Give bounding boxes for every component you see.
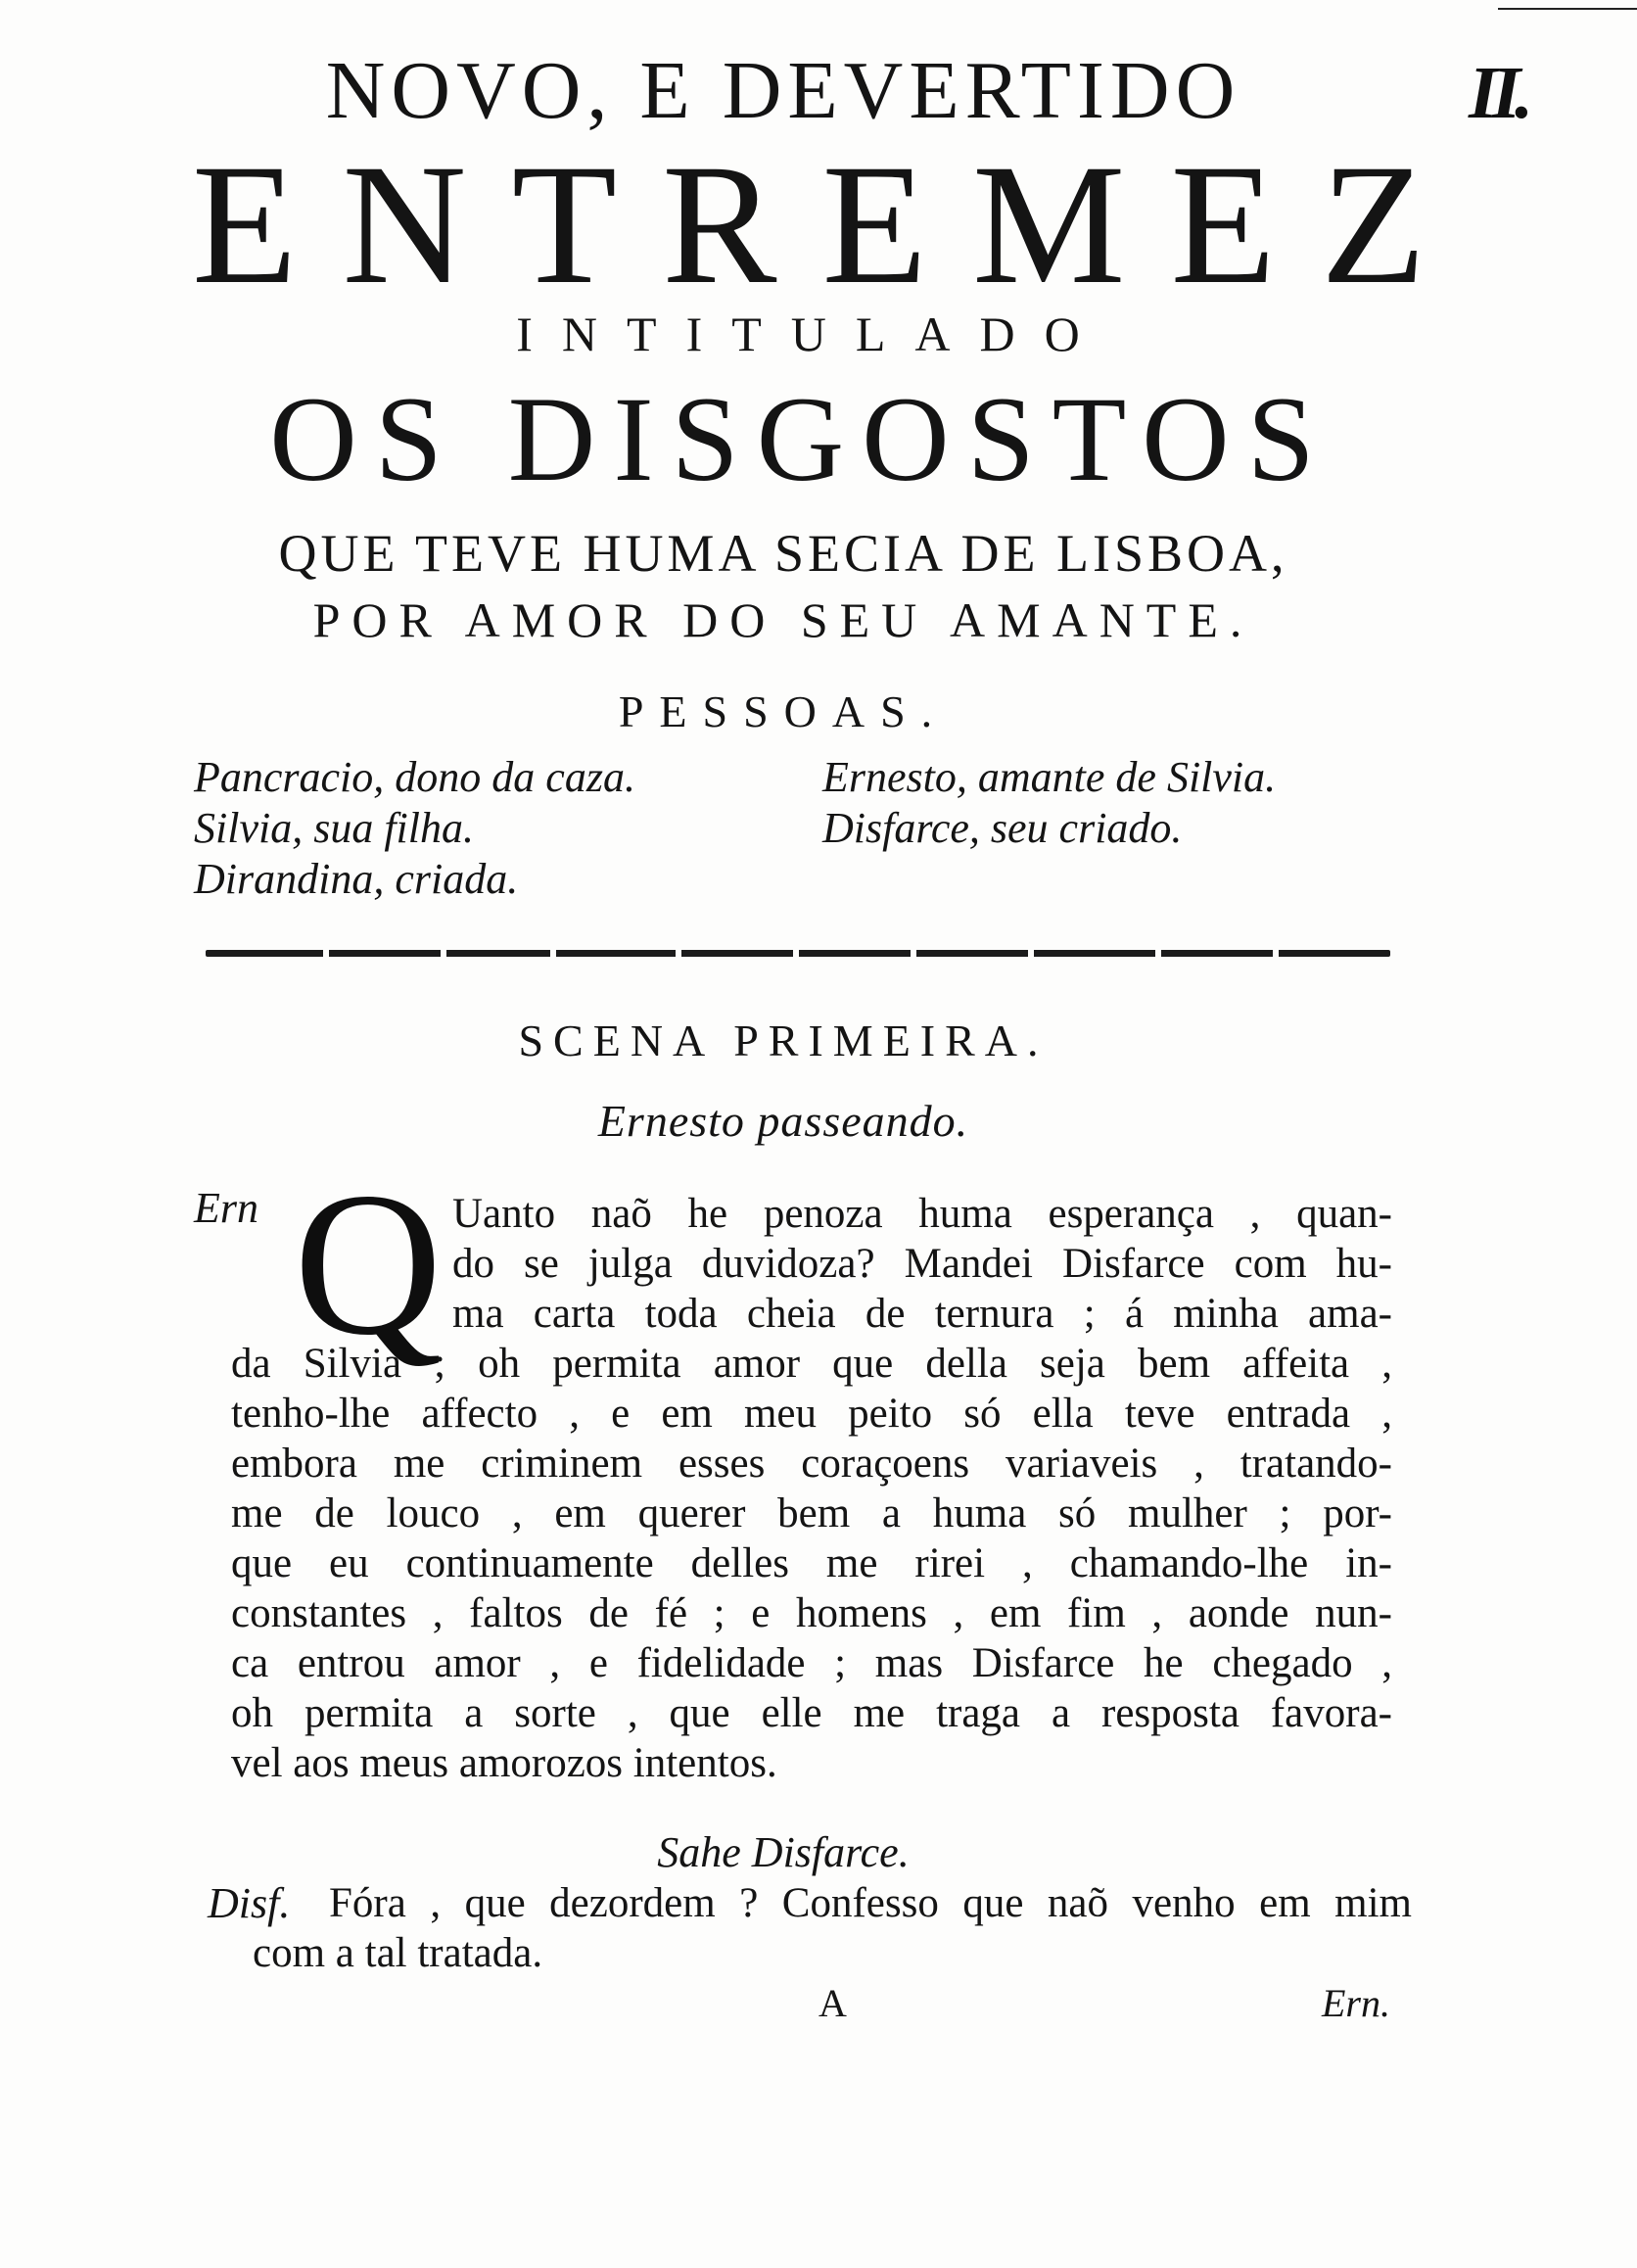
speech-line: constantes , faltos de fé ; e homens , em fim , aonde nun-: [231, 1590, 1392, 1636]
cast-role: , amante de Silvia.: [956, 753, 1277, 801]
cast-name: Ernesto: [822, 753, 957, 801]
cast-entry: [194, 752, 635, 802]
title-line-novo-devertido: NOVO, E DEVERTIDO: [325, 45, 1241, 136]
drop-cap: Q: [294, 1151, 443, 1378]
speech-line: Fóra , que dezordem ? Confesso que naõ venho em mim: [329, 1880, 1412, 1926]
cast-entry: [194, 854, 518, 904]
cast-entry: [822, 752, 1276, 802]
divider-gap: [550, 950, 556, 957]
scene-direction: Ernesto passeando.: [597, 1096, 969, 1146]
speaker-label: Ern: [194, 1184, 258, 1232]
speech-line: Uanto naõ he penoza huma esperança , quan-: [452, 1191, 1392, 1237]
title-line-subtitle-1: QUE TEVE HUMA SECIA DE LISBOA,: [278, 524, 1288, 583]
cast-name: Silvia: [194, 804, 293, 852]
cast-name: Dirandina: [194, 855, 374, 903]
speaker-label: Disf.: [208, 1879, 291, 1927]
cast-entry: [822, 803, 1182, 853]
speech-line: que eu continuamente delles me rirei , chamando-lhe in-: [231, 1540, 1392, 1586]
scene-title: SCENA PRIMEIRA.: [518, 1016, 1049, 1065]
divider-gap: [323, 950, 329, 957]
speech-line: tenho-lhe affecto , e em meu peito só ella teve entrada ,: [231, 1391, 1392, 1437]
divider-gap: [676, 950, 681, 957]
cast-role: , dono da caza.: [373, 753, 635, 801]
cast-role: , criada.: [373, 855, 519, 903]
cast-role: , seu criado.: [968, 804, 1183, 852]
divider-gap: [1155, 950, 1161, 957]
stage-direction: Sahe Disfarce.: [657, 1828, 910, 1876]
title-line-subtitle-2: POR AMOR DO SEU AMANTE.: [312, 592, 1254, 647]
folio-number: II.: [1469, 52, 1528, 134]
speech-line: com a tal tratada.: [253, 1930, 543, 1976]
divider-gap: [793, 950, 799, 957]
cast-role: , sua filha.: [292, 804, 474, 852]
cast-name: Pancracio: [194, 753, 374, 801]
divider-gap: [1028, 950, 1034, 957]
speech-line: da Silvia ; oh permita amor que della seja bem affeita ,: [231, 1341, 1392, 1387]
divider-gap: [1273, 950, 1279, 957]
speech-line: oh permita a sorte , que elle me traga a resposta favora-: [231, 1690, 1392, 1736]
speech-line: me de louco , em querer bem a huma só mulher ; por-: [231, 1490, 1392, 1536]
speech-line: embora me criminem esses coraçoens variaveis , tratando-: [231, 1441, 1392, 1487]
persons-heading: PESSOAS.: [618, 686, 949, 736]
title-line-intitulado: INTITULADO: [516, 307, 1109, 361]
signature-mark: A: [818, 1981, 847, 2025]
cast-entry: [194, 803, 474, 853]
title-line-os-disgostos: OS DISGOSTOS: [269, 372, 1333, 506]
speech-line: ca entrou amor , e fidelidade ; mas Disfarce he chegado ,: [231, 1640, 1392, 1686]
cast-name: Disfarce: [822, 804, 969, 852]
divider-gap: [441, 950, 446, 957]
divider-gap: [911, 950, 916, 957]
top-edge-rule: [1498, 8, 1637, 10]
title-line-entremez: ENTREMEZ: [192, 129, 1472, 320]
catchword: Ern.: [1322, 1981, 1390, 2025]
speech-line: vel aos meus amorozos intentos.: [231, 1740, 777, 1786]
speech-line: ma carta toda cheia de ternura ; á minha ama-: [452, 1291, 1392, 1337]
speech-line: do se julga duvidoza? Mandei Disfarce com hu-: [452, 1241, 1392, 1287]
